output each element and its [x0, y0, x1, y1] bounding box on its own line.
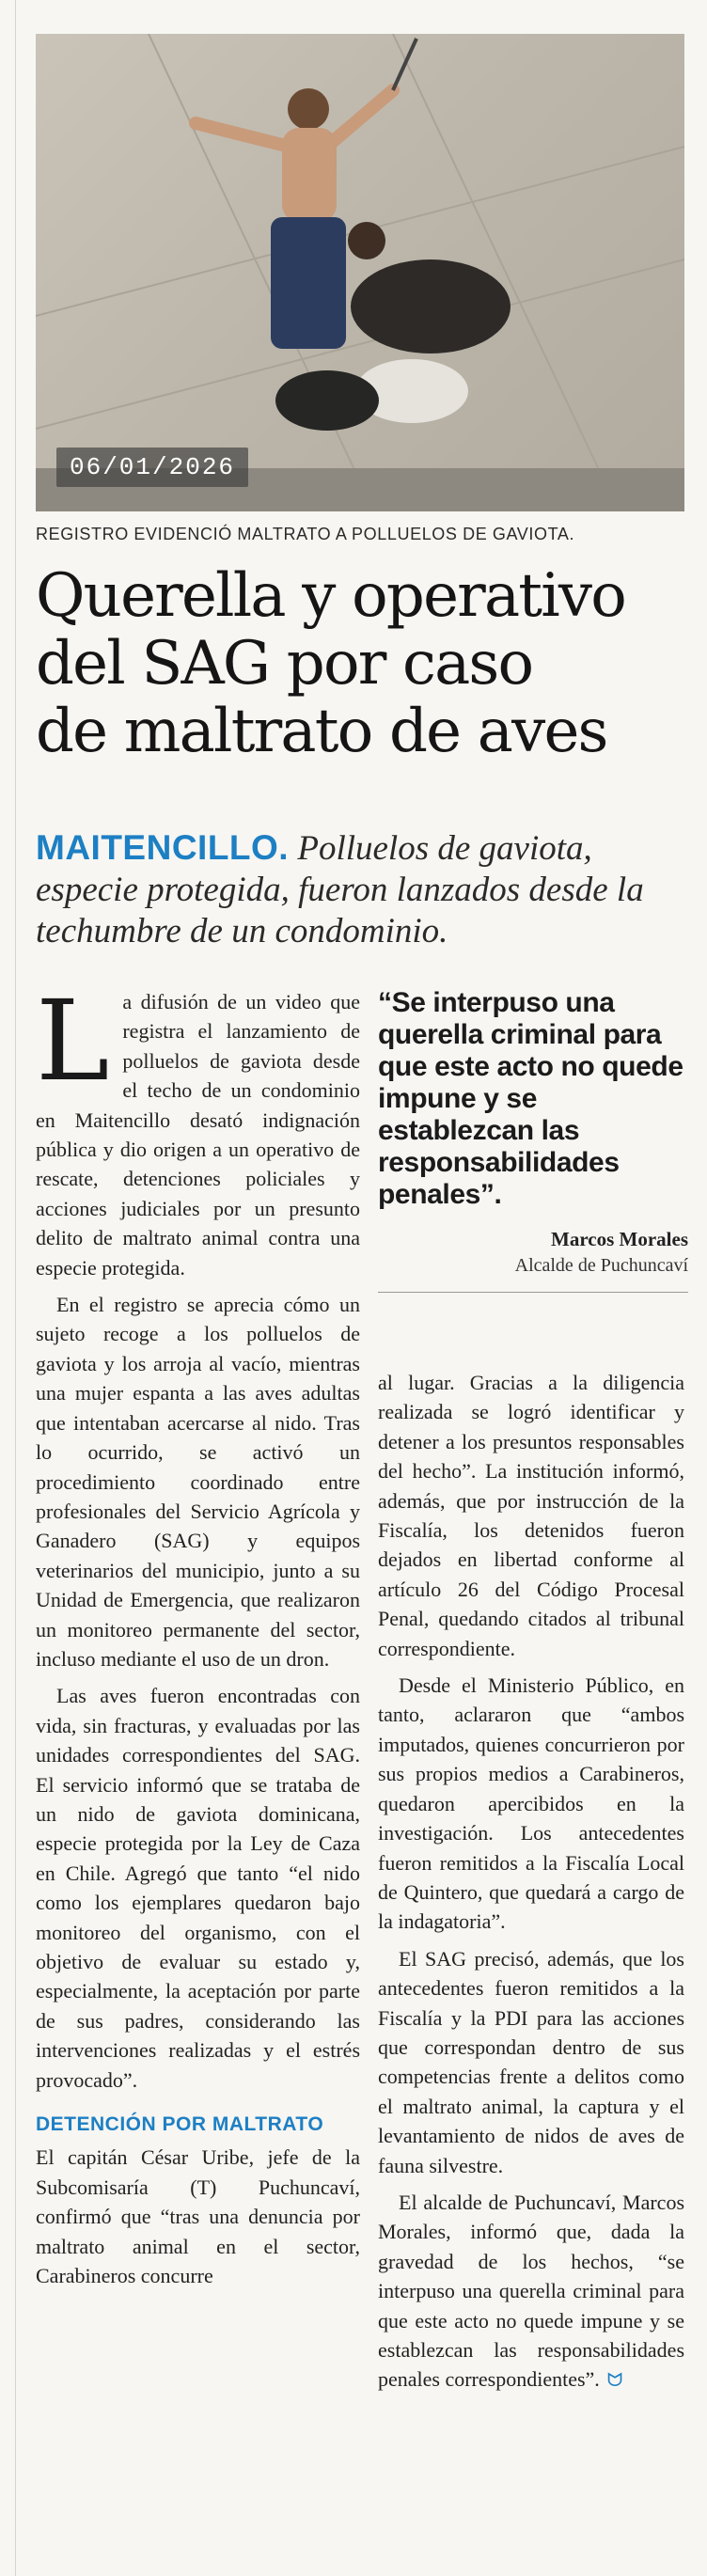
article-paragraph-6: Desde el Ministerio Público, en tanto, aclararon que “ambos imputados, quienes concurrieron por sus propios medios a Carabineros, quedaron apercibidos en la investigación. Los antecedentes fueron remitidos a la Fiscalía Local de Quintero, que quedará a cargo de la indagatoria”. — [378, 1673, 684, 1934]
article-column-2 — [378, 1368, 684, 2403]
lead-text: Polluelos de gaviota, especie protegida, fueron lanzados desde la techumbre de un condominio. — [36, 829, 644, 950]
article-paragraph-1-text: a difusión de un video que registra el lanzamiento de polluelos de gaviota desde el techo de un condominio en Maitencillo desató indignación pública y dio origen a un operativo de rescate, detenciones policiales y acciones judiciales por un presunto delito de maltrato animal contra una especie protegida. — [36, 990, 360, 1280]
pull-quote-divider — [378, 1292, 688, 1293]
pull-quote-name: Marcos Morales — [551, 1228, 688, 1250]
article-paragraph-8 — [378, 2188, 684, 2395]
article-paragraph-4: El capitán César Uribe, jefe de la Subcomisaría (T) Puchuncaví, confirmó que “tras una denuncia por maltrato animal en el sector, Carabineros concurre — [36, 2145, 360, 2288]
pull-quote — [378, 987, 688, 1293]
drop-cap: L — [36, 976, 110, 1106]
article-paragraph-1 — [36, 976, 360, 1282]
section-subhead: DETENCIÓN POR MALTRATO — [36, 2113, 324, 2136]
article-paragraph-7: El SAG precisó, además, que los antecedentes fueron remitidos a la Fiscalía y la PDI para las acciones que correspondan dentro de sus competencias frente a delitos como el maltrato animal, la captura y el levantamiento de nidos de aves de fauna silvestre. — [378, 1946, 684, 2177]
news-photo — [36, 34, 684, 511]
headline-line-3: de maltrato de aves — [36, 697, 607, 766]
photo-illustration — [36, 34, 684, 511]
pull-quote-role: Alcalde de Puchuncaví — [514, 1255, 688, 1276]
lead-paragraph — [36, 827, 694, 952]
headline — [36, 562, 694, 765]
headline-line-2: del SAG por caso — [36, 629, 533, 699]
lead-kicker: MAITENCILLO. — [36, 828, 290, 867]
photo-date-stamp: 06/01/2026 — [56, 448, 248, 487]
headline-line-1: Querella y operativo — [36, 561, 625, 631]
article-paragraph-3: Las aves fueron encontradas con vida, sin fracturas, y evaluadas por las unidades correspondientes del SAG. El servicio informó que se trataba de un nido de gaviota dominicana, especie protegida por la Ley de Caza en Chile. Agregó que tanto “el nido como los ejemplares quedaron bajo monitoreo del organismo, con el objetivo de evaluar su estado y, especialmente, la aceptación por parte de sus padres, considerando las intervenciones realizadas y el estrés provocado”. — [36, 1684, 360, 2092]
article-column-1 — [36, 976, 360, 2298]
pull-quote-text: “Se interpuso una querella criminal para que este acto no quede impune y se establezcan las responsabilidades penales”. — [378, 987, 683, 1210]
article-paragraph-5: al lugar. Gracias a la diligencia realizada se logró identificar y detener a los presuntos responsables del hecho”. La institución informó, además, que por instrucción de la Fiscalía, los detenidos fueron dejados en libertad conforme al artículo 26 del Código Procesal Penal, quedando citados al tribunal correspondiente. — [378, 1371, 684, 1660]
article-paragraph-8-text: El alcalde de Puchuncaví, Marcos Morales, informó que, dada la gravedad de los hechos, “se interpuso una querella criminal para que este acto no quede impune y se establezcan las responsabilidades penales correspondientes”. — [378, 2190, 684, 2392]
end-of-article-icon: ᗢ — [606, 2368, 623, 2392]
photo-caption: REGISTRO EVIDENCIÓ MALTRATO A POLLUELOS DE GAVIOTA. — [36, 525, 575, 543]
article-paragraph-2: En el registro se aprecia cómo un sujeto recoge a los polluelos de gaviota y los arroja al vacío, mientras una mujer espanta a las aves adultas que intentaban acercarse al nido. Tras lo ocurrido, se activó un procedimiento coordinado entre profesionales del Servicio Agrícola y Ganadero (SAG) y equipos veterinarios del municipio, junto a su Unidad de Emergencia, que realizaron un monitoreo permanente del sector, incluso mediante el uso de un dron. — [36, 1293, 360, 1671]
page-gutter — [6, 0, 16, 2576]
